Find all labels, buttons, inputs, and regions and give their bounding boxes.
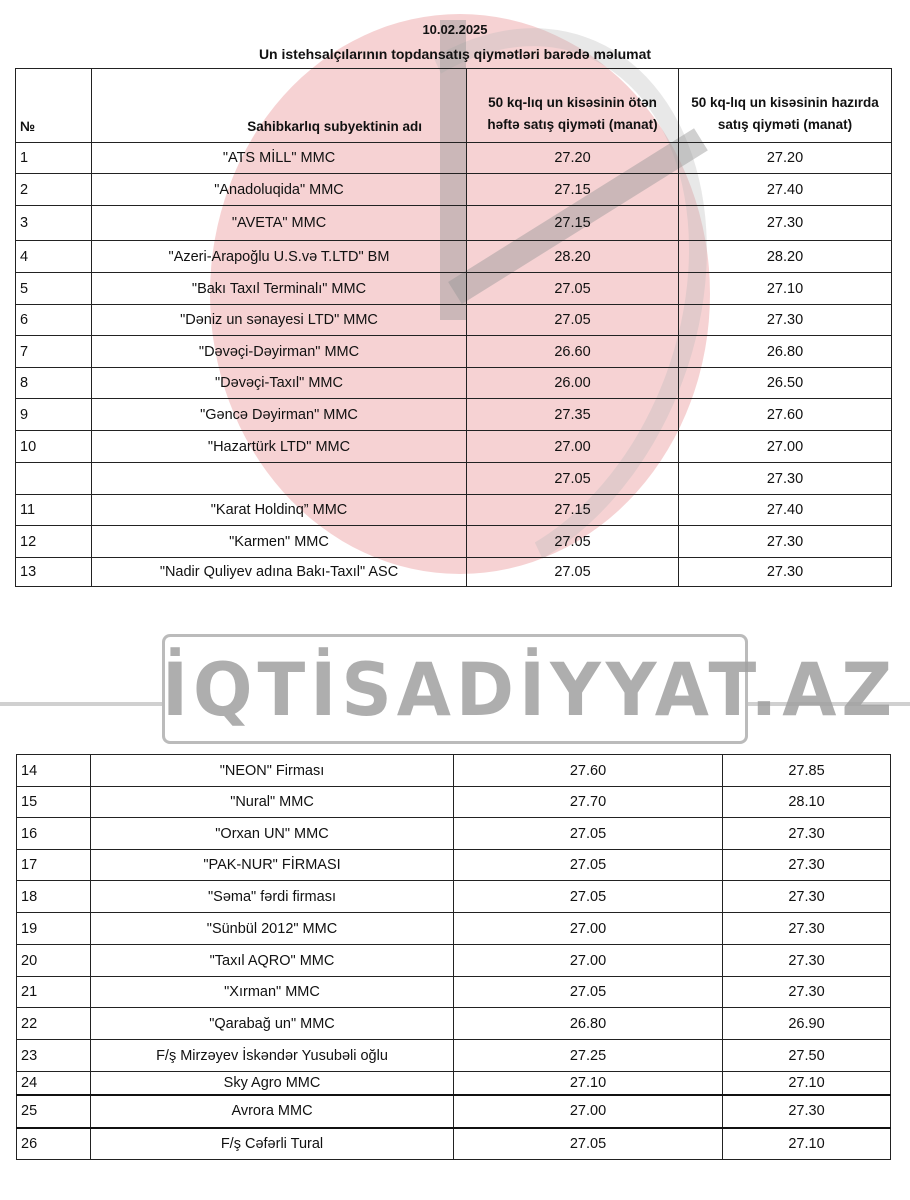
entity-name: "Karmen" MMC: [92, 526, 467, 558]
entity-name: Sky Agro MMC: [91, 1072, 454, 1095]
table-row: [16, 399, 892, 431]
row-number: 2: [16, 174, 92, 206]
table-row: [17, 787, 891, 818]
entity-name: "Orxan UN" MMC: [91, 818, 454, 850]
document-title: Un istehsalçılarının topdansatış qiymətləri barədə məlumat: [258, 46, 652, 62]
previous-price: 27.05: [467, 463, 679, 495]
row-number: 9: [16, 399, 92, 431]
entity-name: "Dəvəçi-Dəyirman" MMC: [92, 336, 467, 368]
table-row: [16, 368, 892, 399]
row-number: 7: [16, 336, 92, 368]
previous-price: 27.35: [467, 399, 679, 431]
previous-price: 26.60: [467, 336, 679, 368]
row-number: [16, 463, 92, 495]
row-number: 4: [16, 241, 92, 273]
row-number: 1: [16, 143, 92, 174]
current-price: 27.85: [723, 755, 891, 787]
table-row: [16, 463, 892, 495]
previous-price: 27.20: [467, 143, 679, 174]
table-row: [17, 1072, 891, 1095]
current-price: 27.00: [679, 431, 892, 463]
current-price: 27.30: [723, 977, 891, 1008]
current-price: 27.60: [679, 399, 892, 431]
entity-name: "Nural" MMC: [91, 787, 454, 818]
document-date: 10.02.2025: [422, 22, 488, 37]
table-row: [17, 1128, 891, 1160]
current-price: 27.30: [679, 463, 892, 495]
entity-name: "Qarabağ un" MMC: [91, 1008, 454, 1040]
previous-price: 27.10: [454, 1072, 723, 1095]
row-number: 23: [17, 1040, 91, 1072]
current-price: 27.30: [723, 1095, 891, 1128]
previous-price: 26.80: [454, 1008, 723, 1040]
header-entity-name: Sahibkarlıq subyektinin adı: [92, 69, 467, 143]
table-row: [17, 881, 891, 913]
table-row: [17, 945, 891, 977]
previous-price: 27.05: [454, 881, 723, 913]
current-price: 27.50: [723, 1040, 891, 1072]
row-number: 14: [17, 755, 91, 787]
current-price: 27.30: [679, 305, 892, 336]
entity-name: Avrora MMC: [91, 1095, 454, 1128]
entity-name: "NEON" Firması: [91, 755, 454, 787]
entity-name: "Karat Holdinq” MMC: [92, 495, 467, 526]
table-row: [16, 174, 892, 206]
current-price: 27.30: [723, 850, 891, 881]
entity-name: "Azeri-Arapoğlu U.S.və T.LTD" BM: [92, 241, 467, 273]
row-number: 15: [17, 787, 91, 818]
previous-price: 27.60: [454, 755, 723, 787]
row-number: 10: [16, 431, 92, 463]
current-price: 27.30: [679, 206, 892, 241]
previous-price: 27.05: [467, 305, 679, 336]
previous-price: 27.05: [454, 1128, 723, 1160]
entity-name: "Hazartürk LTD" MMC: [92, 431, 467, 463]
row-number: 18: [17, 881, 91, 913]
table-row: [16, 526, 892, 558]
table-row: [17, 1040, 891, 1072]
table-row: [17, 977, 891, 1008]
row-number: 16: [17, 818, 91, 850]
table-row: [16, 336, 892, 368]
entity-name: "ATS MİLL" MMC: [92, 143, 467, 174]
header-current-price: 50 kq-lıq un kisəsinin hazırda satış qiyməti (manat): [679, 69, 892, 143]
current-price: 26.50: [679, 368, 892, 399]
row-number: 19: [17, 913, 91, 945]
previous-price: 27.05: [467, 558, 679, 587]
table-row: [16, 143, 892, 174]
header-number: №: [16, 69, 92, 143]
table-body-top: [16, 143, 892, 587]
row-number: 25: [17, 1095, 91, 1128]
table-row: [16, 241, 892, 273]
previous-price: 26.00: [467, 368, 679, 399]
previous-price: 27.05: [454, 818, 723, 850]
previous-price: 27.15: [467, 495, 679, 526]
previous-price: 27.00: [454, 945, 723, 977]
current-price: 28.10: [723, 787, 891, 818]
table-row: [17, 818, 891, 850]
row-number: 26: [17, 1128, 91, 1160]
entity-name: "Taxıl AQRO" MMC: [91, 945, 454, 977]
previous-price: 27.05: [467, 526, 679, 558]
previous-price: 27.15: [467, 206, 679, 241]
table-row: [17, 755, 891, 787]
current-price: 27.30: [679, 526, 892, 558]
previous-price: 28.20: [467, 241, 679, 273]
row-number: 6: [16, 305, 92, 336]
current-price: 27.10: [723, 1072, 891, 1095]
row-number: 22: [17, 1008, 91, 1040]
row-number: 20: [17, 945, 91, 977]
current-price: 28.20: [679, 241, 892, 273]
entity-name: [92, 463, 467, 495]
watermark-text: İQTİSADİYYAT.AZ: [162, 646, 898, 734]
current-price: 27.40: [679, 174, 892, 206]
row-number: 17: [17, 850, 91, 881]
header-previous-price: 50 kq-lıq un kisəsinin ötən həftə satış qiyməti (manat): [467, 69, 679, 143]
table-row: [16, 558, 892, 587]
current-price: 27.20: [679, 143, 892, 174]
previous-price: 27.15: [467, 174, 679, 206]
entity-name: "AVETA" MMC: [92, 206, 467, 241]
current-price: 27.10: [679, 273, 892, 305]
current-price: 27.30: [723, 881, 891, 913]
table-row: [17, 913, 891, 945]
entity-name: "Nadir Quliyev adına Bakı-Taxıl" ASC: [92, 558, 467, 587]
row-number: 3: [16, 206, 92, 241]
entity-name: "Bakı Taxıl Terminalı" MMC: [92, 273, 467, 305]
table-row: [17, 1008, 891, 1040]
previous-price: 27.00: [454, 1095, 723, 1128]
price-table-top: [15, 68, 892, 587]
previous-price: 27.05: [454, 977, 723, 1008]
table-row: [16, 273, 892, 305]
current-price: 26.80: [679, 336, 892, 368]
table-row: [16, 206, 892, 241]
entity-name: "Dəvəçi-Taxıl" MMC: [92, 368, 467, 399]
row-number: 24: [17, 1072, 91, 1095]
price-table-bottom: [16, 754, 891, 1160]
previous-price: 27.05: [467, 273, 679, 305]
entity-name: F/ş Mirzəyev İskəndər Yusubəli oğlu: [91, 1040, 454, 1072]
row-number: 11: [16, 495, 92, 526]
table-row: [17, 1095, 891, 1128]
previous-price: 27.00: [467, 431, 679, 463]
current-price: 27.30: [723, 818, 891, 850]
row-number: 8: [16, 368, 92, 399]
current-price: 27.30: [723, 945, 891, 977]
row-number: 21: [17, 977, 91, 1008]
table-row: [16, 431, 892, 463]
previous-price: 27.05: [454, 850, 723, 881]
entity-name: "Dəniz un sənayesi LTD" MMC: [92, 305, 467, 336]
current-price: 27.30: [679, 558, 892, 587]
previous-price: 27.70: [454, 787, 723, 818]
entity-name: "Sünbül 2012" MMC: [91, 913, 454, 945]
current-price: 27.40: [679, 495, 892, 526]
current-price: 27.10: [723, 1128, 891, 1160]
entity-name: "Anadoluqida" MMC: [92, 174, 467, 206]
table-row: [17, 850, 891, 881]
table-body-bottom: [17, 755, 891, 1160]
entity-name: "Gəncə Dəyirman" MMC: [92, 399, 467, 431]
previous-price: 27.00: [454, 913, 723, 945]
table-row: [16, 305, 892, 336]
row-number: 12: [16, 526, 92, 558]
current-price: 26.90: [723, 1008, 891, 1040]
row-number: 5: [16, 273, 92, 305]
entity-name: "PAK-NUR" FİRMASI: [91, 850, 454, 881]
current-price: 27.30: [723, 913, 891, 945]
entity-name: F/ş Cəfərli Tural: [91, 1128, 454, 1160]
entity-name: "Xırman" MMC: [91, 977, 454, 1008]
entity-name: "Səma" fərdi firması: [91, 881, 454, 913]
previous-price: 27.25: [454, 1040, 723, 1072]
row-number: 13: [16, 558, 92, 587]
table-row: [16, 495, 892, 526]
